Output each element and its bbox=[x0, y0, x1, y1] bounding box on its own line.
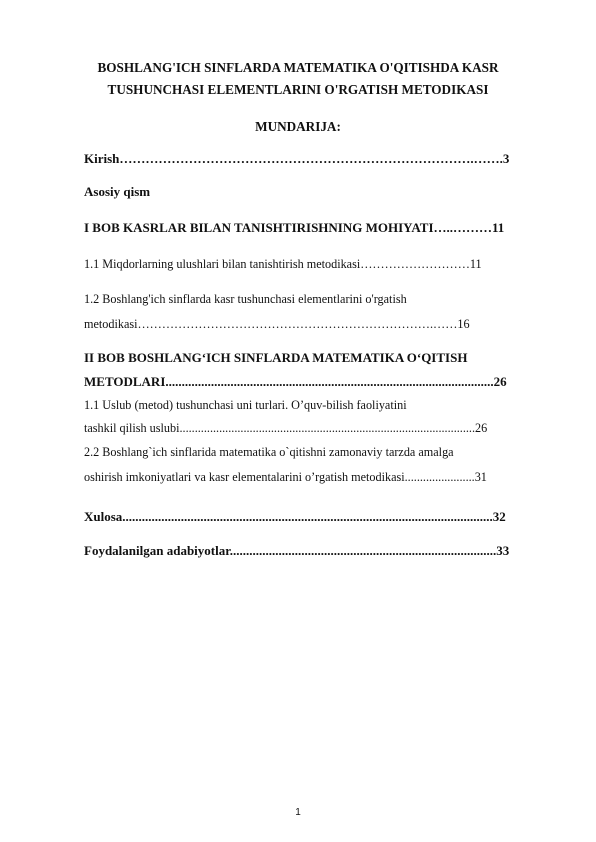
toc-entry-bob-1: I BOB KASRLAR BILAN TANISHTIRISHNING MOHIYATI…..………11 bbox=[84, 220, 505, 235]
toc-entry-bob-2-line-1: II BOB BOSHLANG‘ICH SINFLARDA MATEMATIKA O‘QITISH bbox=[84, 350, 468, 365]
toc-entry-1-2-line-2: metodikasi……………………………………………………………….……16 bbox=[84, 317, 470, 331]
toc-entry-2-2-line-1: 2.2 Boshlang`ich sinflarida matematika o`qitishni zamonaviy tarzda amalga bbox=[84, 445, 454, 459]
toc-heading: MUNDARIJA: bbox=[255, 119, 341, 134]
toc-entry-2-2-line-2: oshirish imkoniyatlari va kasr elementalarini o’rgatish metodikasi.......................31 bbox=[84, 470, 487, 484]
toc-entry-adabiyotlar: Foydalanilgan adabiyotlar..................................................................................33 bbox=[84, 543, 510, 558]
toc-entry-asosiy-qism: Asosiy qism bbox=[84, 184, 151, 199]
toc-entry-kirish: Kirish……………………………………………………………………….…….3 bbox=[84, 151, 510, 166]
toc-entry-1-2-line-1: 1.2 Boshlang'ich sinflarda kasr tushunchasi elementlarini o'rgatish bbox=[84, 292, 407, 306]
toc-entry-xulosa: Xulosa..................................................................................................................32 bbox=[84, 509, 506, 524]
page-number: 1 bbox=[295, 807, 301, 818]
toc-entry-2-1-line-2: tashkil qilish uslubi.................................................................................................26 bbox=[84, 421, 488, 435]
toc-entry-bob-2-line-2: METODLARI.....................................................................................................26 bbox=[84, 374, 507, 389]
document-title-line-2: TUSHUNCHASI ELEMENTLARINI O'RGATISH METODIKASI bbox=[107, 82, 489, 97]
toc-entry-2-1-line-1: 1.1 Uslub (metod) tushunchasi uni turlari. O’quv-bilish faoliyatini bbox=[84, 398, 407, 412]
document-title-line-1: BOSHLANG'ICH SINFLARDA MATEMATIKA O'QITISHDA KASR bbox=[97, 60, 499, 75]
toc-entry-1-1: 1.1 Miqdorlarning ulushlari bilan tanishtirish metodikasi………………………11 bbox=[84, 257, 482, 271]
